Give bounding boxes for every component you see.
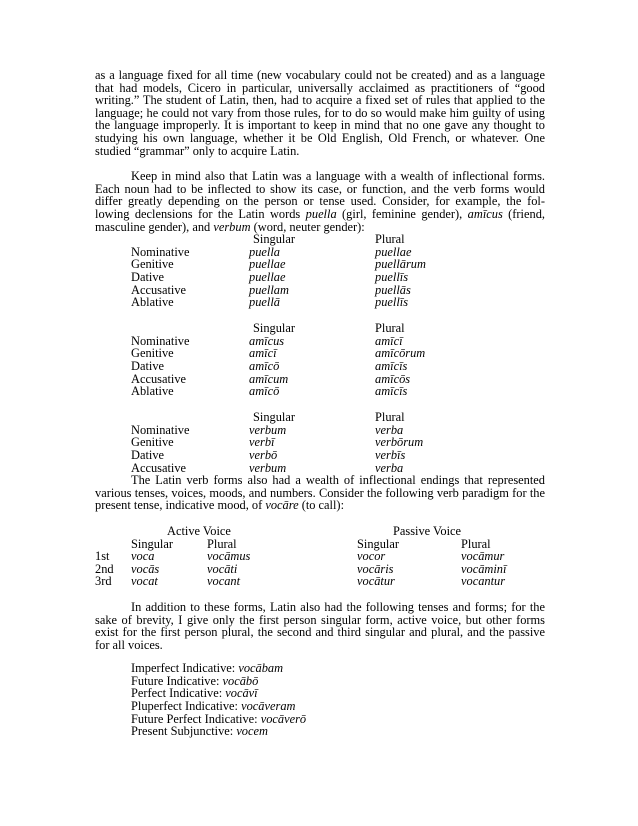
singular-header: Singular [253, 232, 295, 247]
table-row: Dative verbō verbīs [131, 447, 406, 462]
declension-header [95, 233, 545, 246]
paragraph-3: The Latin verb forms also had a wealth of inflectional endings that represented various tenses, voices, moods, and numbers. Consider the following verb paradigm for the present tense, indicative mood, of vocāre (to call): [95, 473, 545, 513]
table-row: 1st voca vocāmus vocor vocāmur [95, 549, 505, 564]
active-voice-header: Active Voice [167, 523, 231, 538]
plural-header: Plural [375, 321, 405, 336]
list-item: Future Perfect Indicative: vocāverō [131, 711, 307, 726]
declension-table-puella [95, 233, 545, 309]
table-row: Dative amīcō amīcīs [131, 358, 408, 373]
table-row: Ablative amīcō amīcīs [131, 384, 408, 399]
table-row: Accusative puellam puellās [131, 282, 411, 297]
table-row: Accusative amīcum amīcōs [131, 371, 411, 386]
voice-header [95, 525, 545, 538]
tense-list [95, 662, 545, 738]
list-item: Present Subjunctive: vocem [131, 724, 268, 739]
declension-table-amicus [95, 322, 545, 398]
plural-header: Plural [375, 232, 405, 247]
singular-header: Singular [253, 410, 295, 425]
list-item: Perfect Indicative: vocāvī [131, 686, 258, 701]
declension-header [95, 322, 545, 335]
paragraph-1: as a language fixed for all time (new vocabulary could not be created) and as a language that had models, Cicero in particular, universally acclaimed as practitioners of “good writing.” The student of Latin, then, had to acquire a fixed set of rules that applied to the language; he could not vary from those rules, for to do so would make him guilty of using the language improperly. It is important to keep in mind that no one gave any thought to studying his own language, whether it be Old English, Old French, or whatever. One studied “grammar” only to acquire Latin. [95, 68, 545, 158]
singular-header: Singular [253, 321, 295, 336]
table-row: Nominative puella puellae [131, 244, 412, 259]
document-page [95, 69, 545, 738]
table-row: Genitive puellae puellārum [131, 257, 426, 272]
table-row: 2nd vocās vocāti vocāris vocāminī [95, 561, 507, 576]
table-row: Accusative verbum verba [131, 460, 404, 475]
table-row: Ablative puellā puellīs [131, 295, 409, 310]
list-item: Imperfect Indicative: vocābam [131, 661, 284, 676]
number-header: Singular Plural Singular Plural [131, 536, 491, 551]
table-row: Genitive amīcī amīcōrum [131, 346, 426, 361]
list-item: Future Indicative: vocābō [131, 673, 259, 688]
declension-header [95, 411, 545, 424]
table-row: Genitive verbī verbōrum [131, 435, 424, 450]
paragraph-2: Keep in mind also that Latin was a language with a wealth of inflectional forms. Each noun had to be inflected to show its case, or function, and the verb forms would differ greatly depending on the person or tense used. Consider, for example, the fol-lowing declensions for the Latin words puella (girl, feminine gender), amīcus (friend, masculine gender), and verbum (word, neuter gender): [95, 169, 545, 234]
plural-header: Plural [375, 410, 405, 425]
table-row: Nominative verbum verba [131, 422, 404, 437]
table-row: Nominative amīcus amīcī [131, 333, 403, 348]
table-row: Dative puellae puellīs [131, 269, 409, 284]
list-item: Pluperfect Indicative: vocāveram [131, 699, 296, 714]
passive-voice-header: Passive Voice [393, 523, 462, 538]
verb-paradigm-table [95, 525, 545, 588]
declension-table-verbum [95, 411, 545, 474]
paragraph-4: In addition to these forms, Latin also had the following tenses and forms; for the sake of brevity, I give only the first person singular form, active voice, but other forms exist for the first person plural, the second and third singular and plural, and the passive for all voices. [95, 599, 545, 652]
table-row: 3rd vocat vocant vocātur vocantur [95, 574, 506, 589]
